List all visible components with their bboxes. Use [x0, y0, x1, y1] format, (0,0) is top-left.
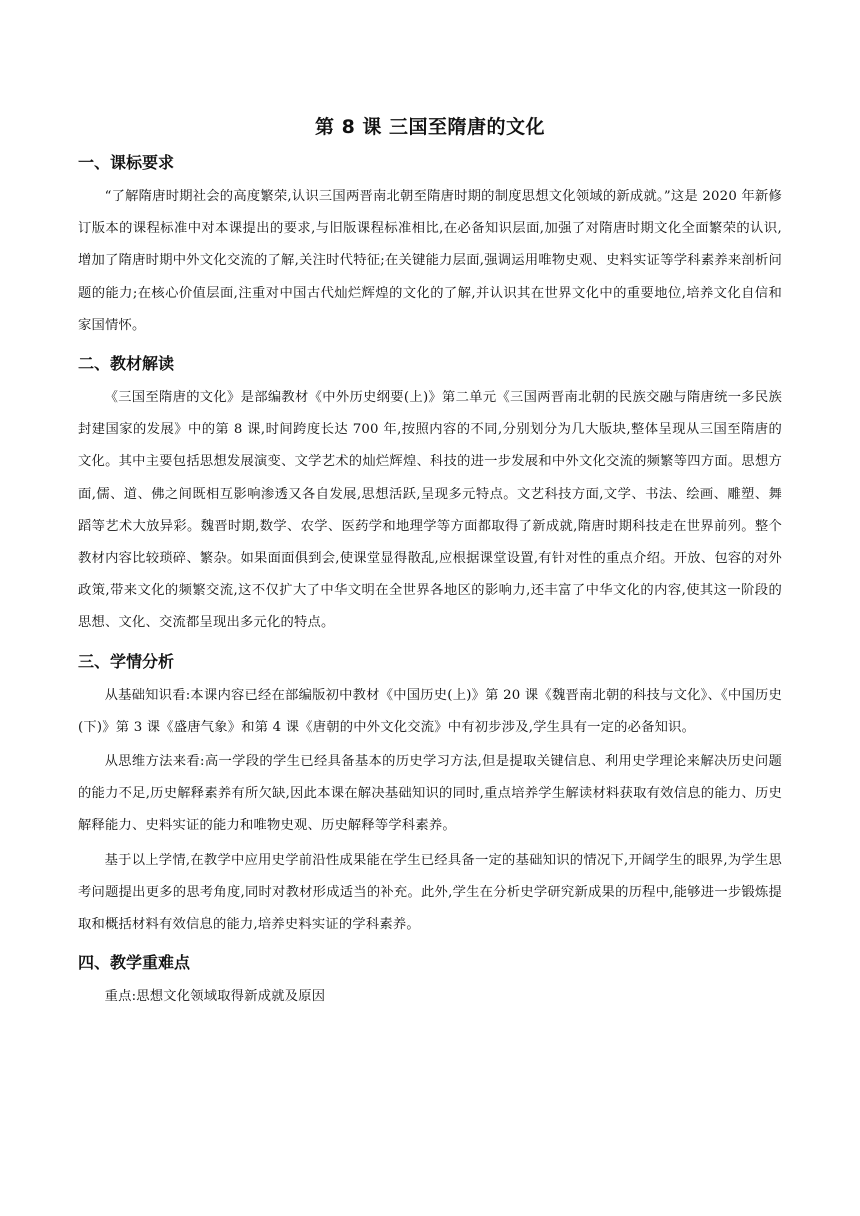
section-heading-learner: 三、学情分析 — [78, 651, 175, 671]
paragraph-curriculum: “了解隋唐时期社会的高度繁荣,认识三国两晋南北朝至隋唐时期的制度思想文化领域的新成就。”这是 2020 年新修订版本的课程标准中对本课提出的要求,与旧版课程标准相比,在必备知识层面,加强了对隋唐时期文化全面繁荣的认识,增加了隋唐时期中外文化交流的了解,关注时代特征;在关键能力层面,强调运用唯物史观、史料实证等学科素养来剖析问题的能力;在核心价值层面,注重对中国古代灿烂辉煌的文化的了解,并认识其在世界文化中的重要地位,培养文化自信和家国情怀。 — [78, 189, 782, 333]
paragraph-learner-thinking: 从思维方法来看:高一学段的学生已经具备基本的历史学习方法,但是提取关键信息、利用史学理论来解决历史问题的能力不足,历史解释素养有所欠缺,因此本课在解决基础知识的同时,重点培养学生解读材料获取有效信息的能力、历史解释能力、史料实证的能力和唯物史观、历史解释等学科素养。 — [78, 754, 782, 834]
paragraph-learner-basis: 基于以上学情,在教学中应用史学前沿性成果能在学生已经具备一定的基础知识的情况下,开阔学生的眼界,为学生思考问题提出更多的思考角度,同时对教材形成适当的补充。此外,学生在分析史学研究新成果的历程中,能够进一步锻炼提取和概括材料有效信息的能力,培养史料实证的学科素养。 — [78, 852, 782, 933]
paragraph-key-point: 重点:思想文化领域取得新成就及原因 — [104, 989, 326, 1005]
section-heading-textbook: 二、教材解读 — [78, 354, 175, 374]
page-title: 第 8 课 三国至隋唐的文化 — [314, 116, 546, 138]
paragraph-textbook: 《三国至隋唐的文化》是部编教材《中外历史纲要(上)》第二单元《三国两晋南北朝的民族交融与隋唐统一多民族封建国家的发展》中的第 8 课,时间跨度长达 700 年,按照内容的不同,分别划分为几大版块,整体呈现从三国至隋唐的文化。其中主要包括思想发展演变、文学艺术的灿烂辉煌、科技的进一步发展和中外文化交流的频繁等四方面。思想方面,儒、道、佛之间既相互影响渗透又各自发展,思想活跃,呈现多元特点。文艺科技方面,文学、书法、绘画、雕塑、舞蹈等艺术大放异彩。魏晋时期,数学、农学、医药学和地理学等方面都取得了新成就,隋唐时期科技走在世界前列。整个教材内容比较琐碎、繁杂。如果面面俱到会,使课堂显得散乱,应根据课堂设置,有针对性的重点介绍。开放、包容的对外政策,带来文化的频繁交流,这不仅扩大了中华文明在全世界各地区的影响力,还丰富了中华文化的内容,使其这一阶段的思想、文化、交流都呈现出多元化的特点。 — [78, 390, 782, 631]
section-heading-key-points: 四、教学重难点 — [78, 953, 191, 973]
paragraph-learner-knowledge: 从基础知识看:本课内容已经在部编版初中教材《中国历史(上)》第 20 课《魏晋南北朝的科技与文化》、《中国历史(下)》第 3 课《盛唐气象》和第 4 课《唐朝的中外文化交流》中有初步涉及,学生具有一定的必备知识。 — [78, 687, 782, 735]
section-heading-curriculum: 一、课标要求 — [78, 153, 175, 172]
